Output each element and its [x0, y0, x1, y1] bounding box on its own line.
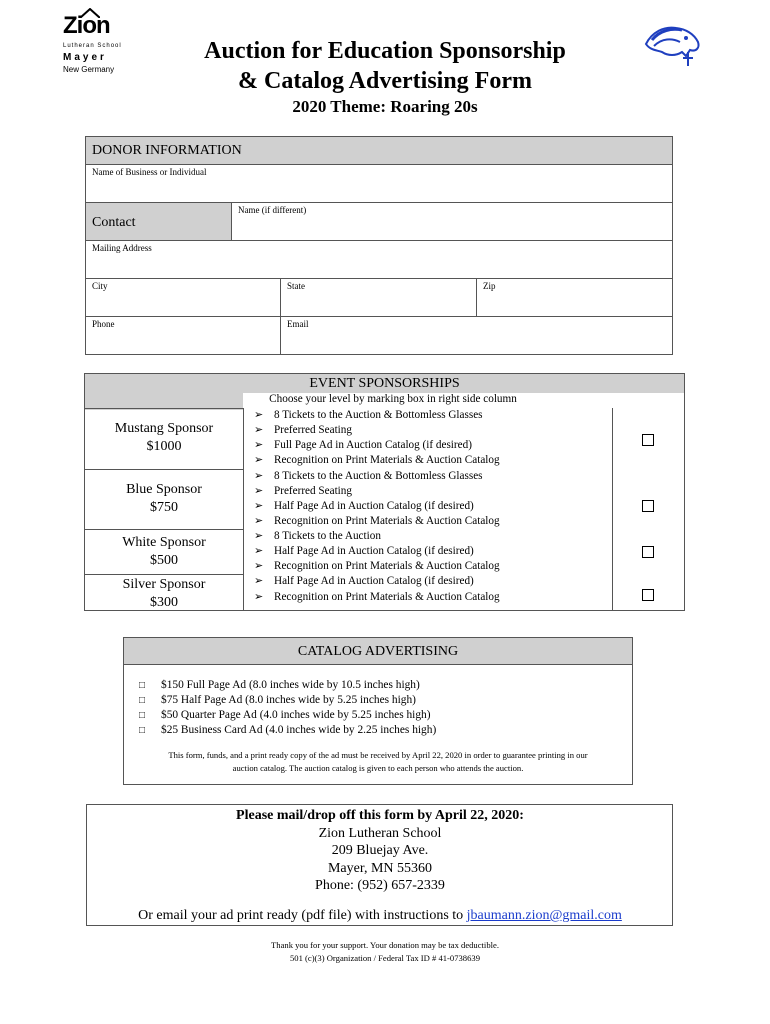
row-divider — [84, 469, 244, 470]
phone-label: Phone — [92, 319, 115, 329]
mailing-address-field[interactable] — [85, 240, 673, 279]
state-field[interactable] — [280, 278, 477, 317]
benefit-item: ➢ Preferred Seating — [254, 424, 352, 436]
zip-label: Zip — [483, 281, 496, 291]
phone-field[interactable] — [85, 316, 281, 355]
benefit-item: ➢ Recognition on Print Materials & Auction Catalog — [254, 560, 500, 572]
sponsor-price: $500 — [150, 553, 178, 568]
mailing-address-label: Mailing Address — [92, 243, 152, 253]
city-field[interactable] — [85, 278, 281, 317]
form-title-line1: Auction for Education Sponsorship — [204, 38, 566, 64]
benefit-item: ➢ 8 Tickets to the Auction & Bottomless Glasses — [254, 470, 483, 482]
arrow-bullet-icon: ➢ — [254, 560, 264, 572]
benefit-item: ➢ Half Page Ad in Auction Catalog (if desired) — [254, 575, 474, 587]
sponsor-price: $300 — [150, 595, 178, 610]
donor-info-header — [85, 136, 673, 165]
city-label: City — [92, 281, 108, 291]
sponsor-name: Blue Sponsor — [126, 482, 202, 497]
footer-thanks: Thank you for your support. Your donation may be tax deductible. — [271, 940, 499, 950]
sponsor-name: Silver Sponsor — [122, 577, 206, 592]
arrow-bullet-icon: ➢ — [254, 515, 264, 527]
catalog-advertising-heading: CATALOG ADVERTISING — [297, 644, 459, 659]
form-title-line2: & Catalog Advertising Form — [238, 68, 532, 94]
sponsor-price: $1000 — [146, 439, 182, 454]
row-divider — [84, 408, 244, 409]
benefit-item: ➢ Preferred Seating — [254, 485, 352, 497]
state-label: State — [287, 281, 305, 291]
mail-email-line — [87, 908, 673, 924]
sponsor-level-blue — [85, 481, 243, 517]
form-subtitle: 2020 Theme: Roaring 20s — [292, 97, 478, 116]
column-divider-right — [612, 408, 613, 611]
benefit-item: ➢ Half Page Ad in Auction Catalog (if desired) — [254, 545, 474, 557]
logo-region: New Germany — [63, 65, 115, 74]
catalog-option[interactable]: □ $50 Quarter Page Ad (4.0 inches wide by 5.25 inches high) — [139, 709, 431, 721]
sponsor-level-mustang — [85, 420, 243, 456]
arrow-bullet-icon: ➢ — [254, 545, 264, 557]
contact-label: Contact — [92, 215, 136, 230]
benefit-item: ➢ Recognition on Print Materials & Auction Catalog — [254, 591, 500, 603]
mail-email-text: Or email your ad print ready (pdf file) with instructions to — [138, 908, 464, 923]
donor-info-heading: DONOR INFORMATION — [92, 143, 242, 158]
event-sponsorships-heading: EVENT SPONSORSHIPS — [309, 376, 460, 391]
benefit-item: ➢ Recognition on Print Materials & Auction Catalog — [254, 454, 500, 466]
sponsor-level-silver — [85, 576, 243, 612]
sponsor-name: White Sponsor — [122, 535, 206, 550]
checkbox-icon[interactable]: □ — [139, 710, 146, 721]
mail-city: Mayer, MN 55360 — [327, 861, 433, 876]
catalog-option[interactable]: □ $75 Half Page Ad (8.0 inches wide by 5.25 inches high) — [139, 694, 416, 706]
event-instruction: Choose your level by marking box in right side column — [269, 393, 517, 405]
silver-sponsor-checkbox[interactable] — [642, 589, 654, 601]
arrow-bullet-icon: ➢ — [254, 500, 264, 512]
arrow-bullet-icon: ➢ — [254, 409, 264, 421]
logo-city: Mayer — [63, 52, 107, 63]
arrow-bullet-icon: ➢ — [254, 470, 264, 482]
mail-heading: Please mail/drop off this form by April 22, 2020: — [236, 808, 524, 823]
row-divider — [84, 529, 244, 530]
benefit-item: ➢ Full Page Ad in Auction Catalog (if desired) — [254, 439, 472, 451]
sponsor-level-white — [85, 534, 243, 570]
benefit-item: ➢ Recognition on Print Materials & Auction Catalog — [254, 515, 500, 527]
catalog-note-line1: This form, funds, and a print ready copy of the ad must be received by April 22, 2020 in order to guarantee printing in our — [168, 750, 588, 760]
contact-name-label: Name (if different) — [238, 205, 307, 215]
benefit-item: ➢ Half Page Ad in Auction Catalog (if desired) — [254, 500, 474, 512]
blue-sponsor-checkbox[interactable] — [642, 500, 654, 512]
sponsor-price: $750 — [150, 500, 178, 515]
arrow-bullet-icon: ➢ — [254, 439, 264, 451]
checkbox-icon[interactable]: □ — [139, 695, 146, 706]
event-sponsorships-header — [84, 373, 685, 393]
mail-street: 209 Bluejay Ave. — [331, 843, 429, 858]
benefit-item: ➢ 8 Tickets to the Auction — [254, 530, 381, 542]
business-name-field[interactable] — [85, 164, 673, 203]
arrow-bullet-icon: ➢ — [254, 530, 264, 542]
checkbox-icon[interactable]: □ — [139, 725, 146, 736]
business-name-label: Name of Business or Individual — [92, 167, 207, 177]
email-link[interactable]: jbaumann.zion@gmail.com — [466, 908, 622, 923]
catalog-option[interactable]: □ $25 Business Card Ad (4.0 inches wide by 2.25 inches high) — [139, 724, 437, 736]
logo-subtitle: Lutheran School — [63, 43, 122, 49]
column-divider-left — [243, 408, 244, 611]
email-field[interactable] — [280, 316, 673, 355]
mail-school: Zion Lutheran School — [318, 826, 442, 841]
mail-phone: Phone: (952) 657-2339 — [315, 878, 445, 893]
email-label: Email — [287, 319, 309, 329]
arrow-bullet-icon: ➢ — [254, 591, 264, 603]
arrow-bullet-icon: ➢ — [254, 424, 264, 436]
catalog-option[interactable]: □ $150 Full Page Ad (8.0 inches wide by 10.5 inches high) — [139, 679, 420, 691]
sponsor-name: Mustang Sponsor — [114, 421, 214, 436]
arrow-bullet-icon: ➢ — [254, 575, 264, 587]
row-divider — [84, 574, 244, 575]
arrow-bullet-icon: ➢ — [254, 454, 264, 466]
catalog-advertising-header — [123, 637, 633, 665]
contact-name-field[interactable] — [231, 202, 673, 241]
catalog-note-line2: auction catalog. The auction catalog is given to each person who attends the auction. — [232, 763, 524, 773]
benefit-item: ➢ 8 Tickets to the Auction & Bottomless Glasses — [254, 409, 483, 421]
arrow-bullet-icon: ➢ — [254, 485, 264, 497]
footer-tax-id: 501 (c)(3) Organization / Federal Tax ID # 41-0738639 — [289, 953, 480, 963]
white-sponsor-checkbox[interactable] — [642, 546, 654, 558]
zip-field[interactable] — [476, 278, 673, 317]
mustang-sponsor-checkbox[interactable] — [642, 434, 654, 446]
logo-name: Zion — [63, 12, 110, 39]
mustang-mascot-icon — [642, 22, 704, 68]
contact-label-cell — [85, 202, 232, 241]
checkbox-icon[interactable]: □ — [139, 680, 146, 691]
